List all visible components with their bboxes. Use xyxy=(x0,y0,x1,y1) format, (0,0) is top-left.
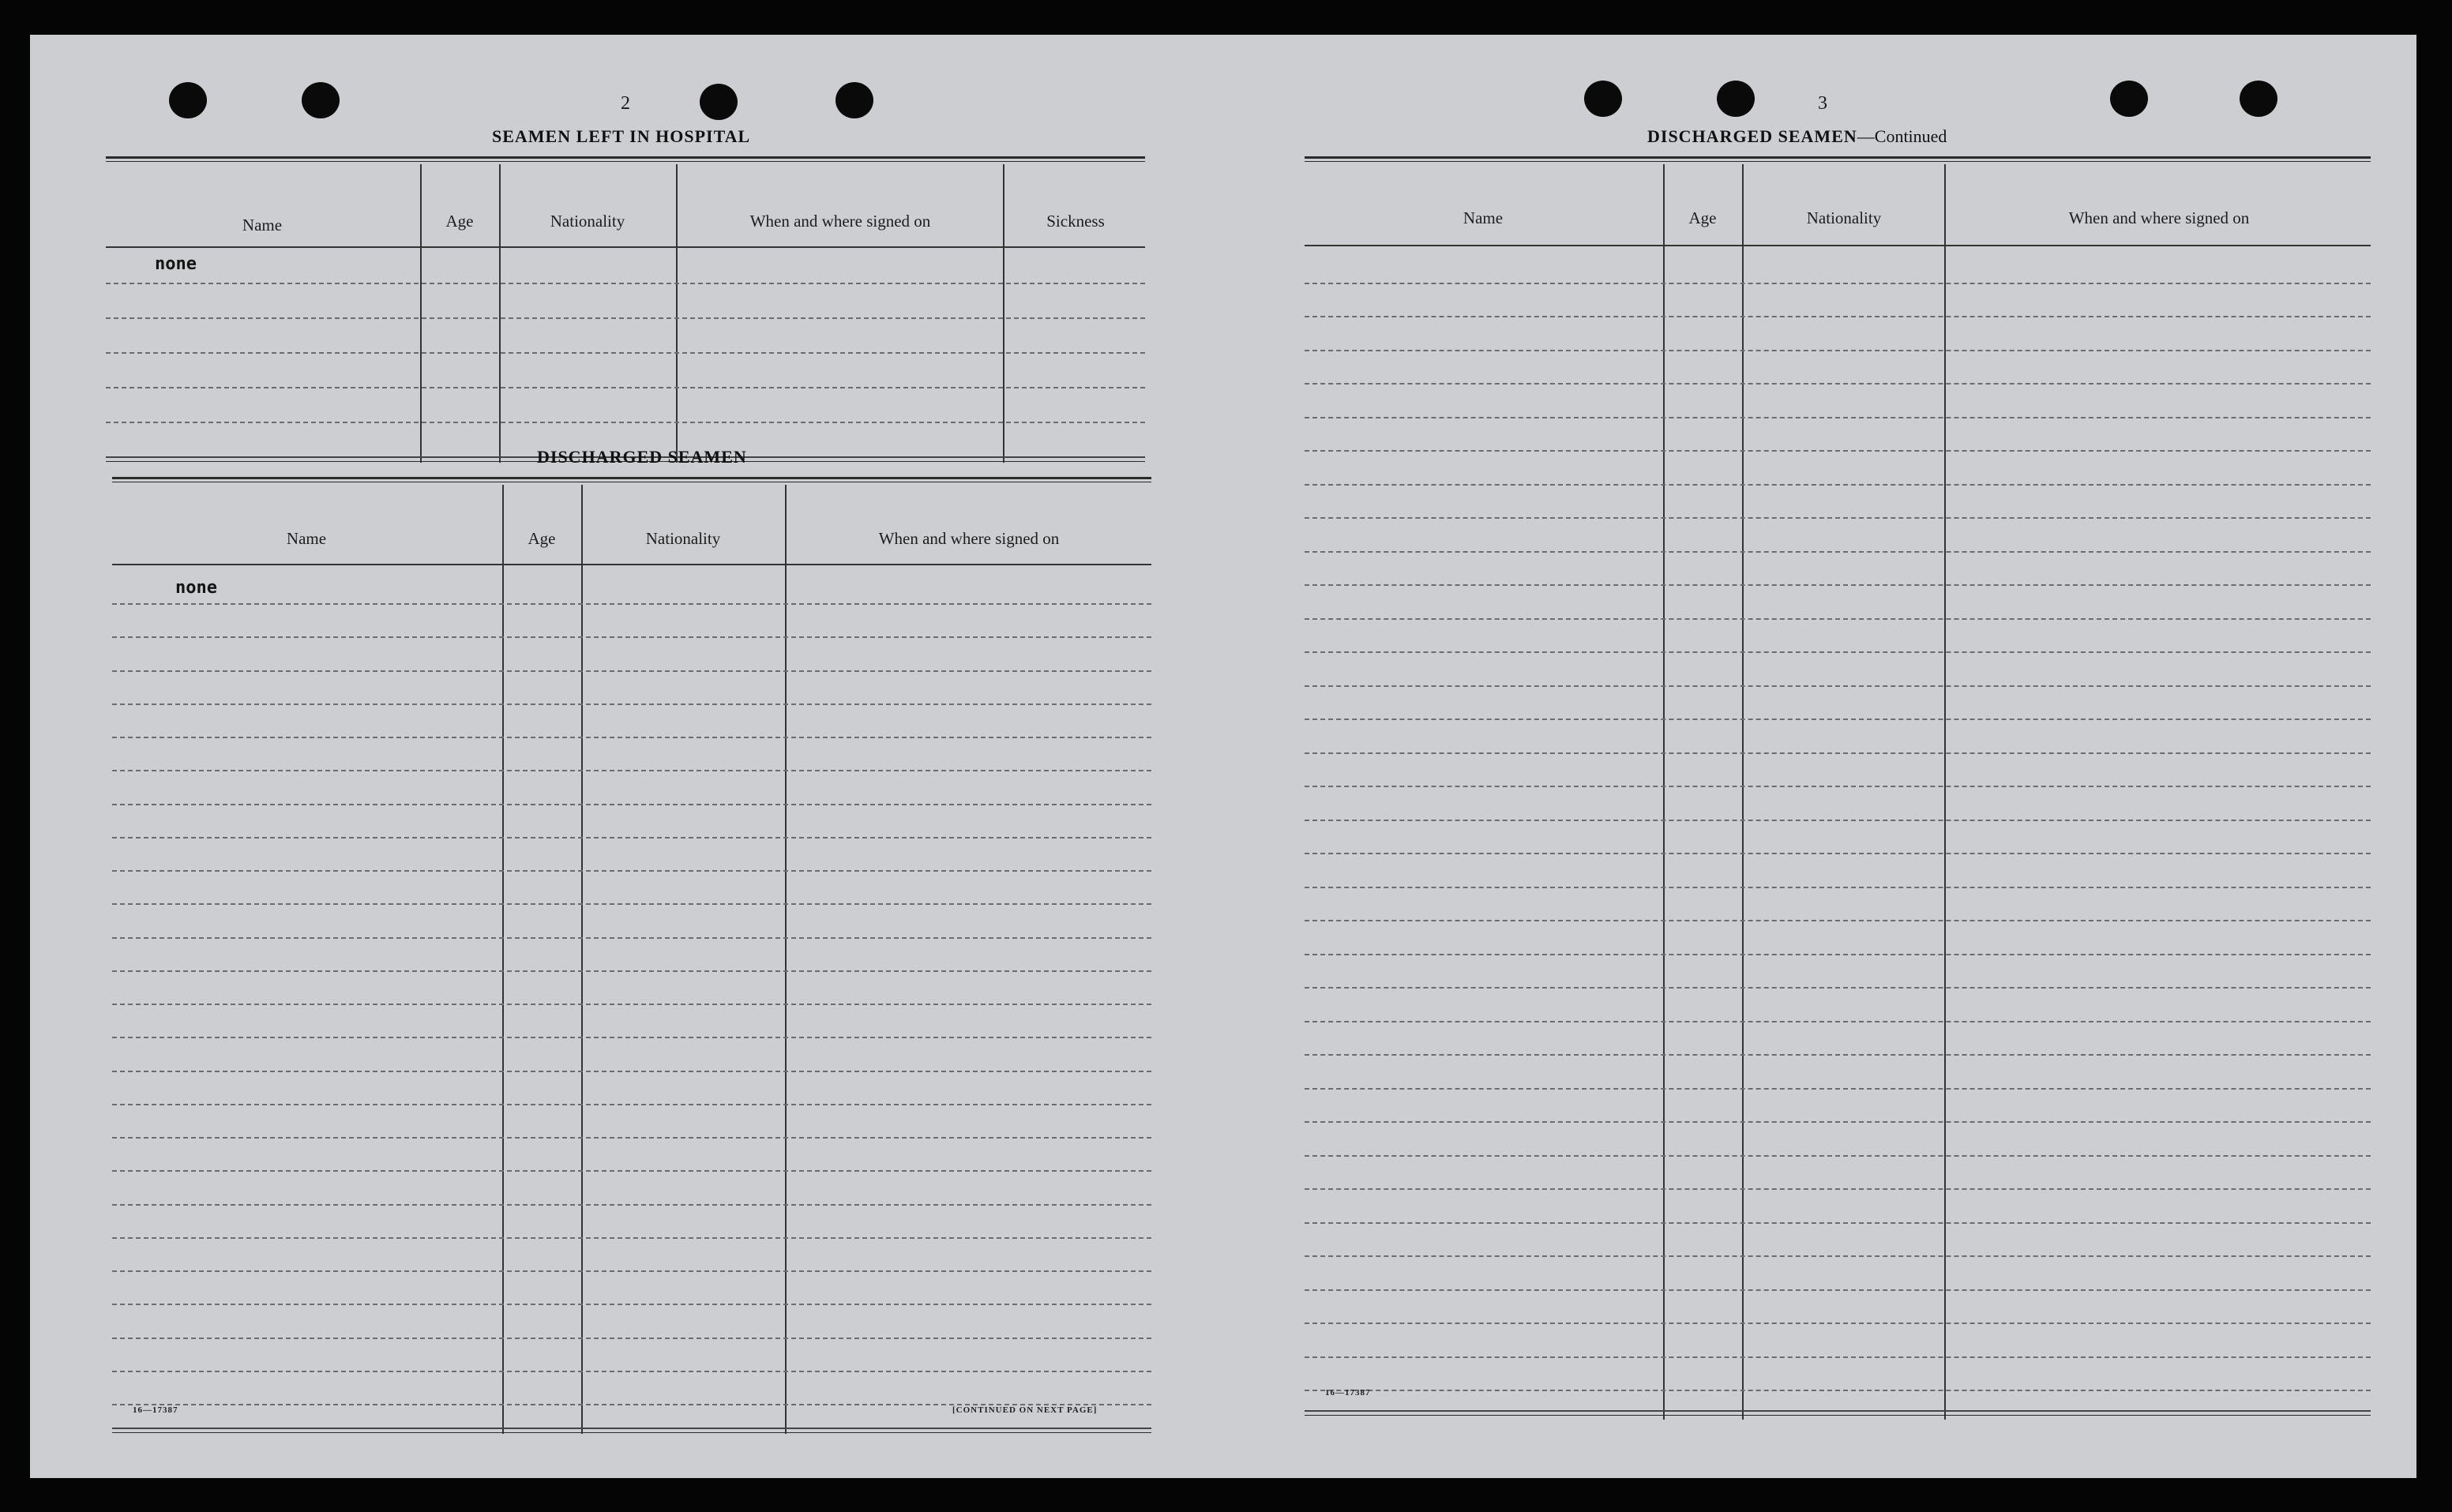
row-rule xyxy=(112,603,1151,605)
punch-hole xyxy=(700,84,738,120)
row-rule xyxy=(112,1104,1151,1105)
discharged-continued-table xyxy=(1305,156,2371,1420)
row-rule xyxy=(1305,1088,2371,1090)
row-rule xyxy=(112,870,1151,872)
row-rule xyxy=(112,1270,1151,1272)
col-header-nationality: Nationality xyxy=(645,529,721,548)
title-continued: —Continued xyxy=(1857,126,1947,146)
punch-hole xyxy=(2240,81,2277,117)
punch-hole xyxy=(2110,81,2148,117)
col-header-signed-on: When and where signed on xyxy=(2068,208,2250,227)
row-rule xyxy=(112,1137,1151,1139)
title-main: DISCHARGED SEAMEN xyxy=(1647,126,1857,146)
row-rule xyxy=(1305,1289,2371,1291)
row-rule xyxy=(1305,1323,2371,1324)
row-rule xyxy=(112,1170,1151,1172)
hospital-table xyxy=(106,156,1145,463)
row-rule xyxy=(112,1204,1151,1206)
row-rule xyxy=(112,737,1151,738)
row-rule xyxy=(112,1371,1151,1372)
punch-hole xyxy=(169,82,207,118)
row-rule xyxy=(1305,920,2371,921)
row-rule xyxy=(1305,820,2371,821)
row-rule xyxy=(1305,752,2371,754)
row-rule xyxy=(1305,283,2371,284)
hospital-title: SEAMEN LEFT IN HOSPITAL xyxy=(492,126,751,146)
row-rule xyxy=(1305,651,2371,653)
row-rule xyxy=(112,970,1151,972)
row-rule xyxy=(1305,1021,2371,1022)
row-rule xyxy=(112,1037,1151,1038)
record-sheet xyxy=(30,35,2416,1478)
row-rule xyxy=(1305,718,2371,720)
row-rule xyxy=(112,636,1151,638)
row-rule xyxy=(112,937,1151,939)
row-rule xyxy=(1305,584,2371,586)
row-rule xyxy=(1305,417,2371,418)
row-rule xyxy=(1305,316,2371,317)
row-rule xyxy=(112,703,1151,705)
row-rule xyxy=(112,804,1151,805)
col-header-age: Age xyxy=(1688,208,1717,227)
row-rule xyxy=(1305,1255,2371,1257)
row-rule xyxy=(1305,350,2371,351)
discharged-title: DISCHARGED SEAMEN xyxy=(537,447,747,467)
row-rule xyxy=(1305,887,2371,888)
col-header-name: Name xyxy=(286,529,327,548)
row-rule xyxy=(1305,685,2371,687)
row-rule xyxy=(1305,853,2371,854)
page-number: 2 xyxy=(621,93,630,114)
row-rule xyxy=(112,837,1151,839)
row-rule xyxy=(112,903,1151,905)
row-rule xyxy=(1305,1390,2371,1391)
row-rule xyxy=(1305,954,2371,955)
row-rule xyxy=(1305,1121,2371,1123)
punch-hole xyxy=(835,82,873,118)
row-rule xyxy=(112,1304,1151,1305)
row-rule xyxy=(1305,450,2371,452)
continued-note: [CONTINUED ON NEXT PAGE] xyxy=(952,1405,1098,1415)
punch-hole xyxy=(1584,81,1622,117)
row-rule xyxy=(1305,786,2371,787)
col-header-nationality: Nationality xyxy=(550,212,625,231)
row-rule xyxy=(1305,1054,2371,1056)
col-header-name: Name xyxy=(1463,208,1504,227)
punch-hole xyxy=(302,82,340,118)
row-rule xyxy=(112,1071,1151,1072)
col-header-name: Name xyxy=(242,216,283,234)
hospital-name-cell: none xyxy=(155,254,197,274)
punch-hole xyxy=(1717,81,1755,117)
row-rule xyxy=(1305,551,2371,553)
discharged-table xyxy=(112,477,1151,1434)
col-header-age: Age xyxy=(528,529,556,548)
row-rule xyxy=(1305,987,2371,989)
row-rule xyxy=(112,1004,1151,1005)
row-rule xyxy=(1305,1188,2371,1190)
page-number: 3 xyxy=(1818,93,1827,114)
col-header-nationality: Nationality xyxy=(1806,208,1882,227)
row-rule xyxy=(112,770,1151,771)
row-rule xyxy=(1305,1155,2371,1157)
row-rule xyxy=(1305,484,2371,486)
form-code: 16—17387 xyxy=(133,1405,178,1415)
discharged-name-cell: none xyxy=(175,578,217,598)
col-header-signed-on: When and where signed on xyxy=(878,529,1060,548)
row-rule xyxy=(112,1237,1151,1239)
col-header-signed-on: When and where signed on xyxy=(749,212,931,231)
col-header-sickness: Sickness xyxy=(1046,212,1105,231)
row-rule xyxy=(1305,517,2371,519)
row-rule xyxy=(1305,1356,2371,1358)
form-code: 16—17387 xyxy=(1325,1388,1371,1398)
row-rule xyxy=(112,1338,1151,1339)
row-rule xyxy=(1305,618,2371,620)
row-rule xyxy=(1305,383,2371,385)
row-rule xyxy=(112,670,1151,672)
col-header-age: Age xyxy=(445,212,474,231)
discharged-cont-title xyxy=(1647,126,1947,147)
row-rule xyxy=(1305,1222,2371,1224)
